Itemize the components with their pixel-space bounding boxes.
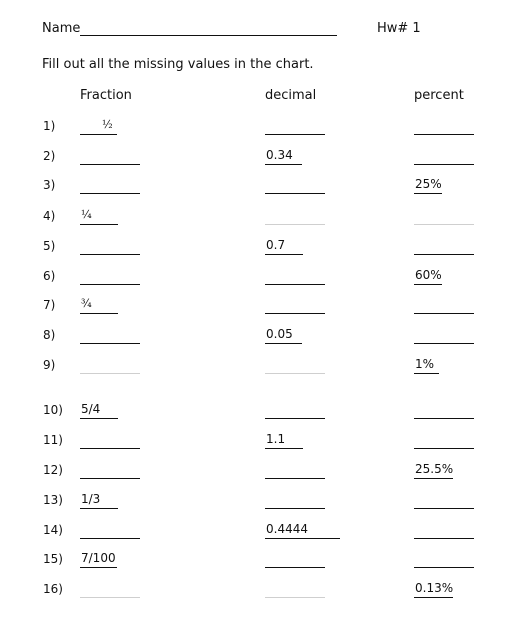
- row-number: 4): [43, 209, 56, 223]
- percent-value: 1%: [414, 357, 439, 374]
- fraction-answer-blank[interactable]: [80, 148, 140, 165]
- fraction-answer-blank[interactable]: [80, 327, 140, 344]
- column-header-percent: percent: [414, 88, 464, 103]
- decimal-answer-blank[interactable]: [265, 551, 325, 568]
- decimal-value: 0.7: [265, 238, 303, 255]
- row-number: 13): [43, 493, 63, 507]
- decimal-answer-blank[interactable]: [265, 357, 325, 374]
- row-number: 5): [43, 239, 56, 253]
- percent-answer-blank[interactable]: [414, 118, 474, 135]
- decimal-answer-blank[interactable]: [265, 268, 325, 285]
- fraction-value: ¼: [80, 208, 118, 225]
- row-number: 10): [43, 403, 63, 417]
- column-header-decimal: decimal: [265, 88, 317, 103]
- fraction-value: 1/3: [80, 492, 118, 509]
- row-number: 2): [43, 149, 56, 163]
- percent-answer-blank[interactable]: [414, 402, 474, 419]
- row-number: 8): [43, 328, 56, 342]
- percent-value: 0.13%: [414, 581, 453, 598]
- decimal-value: 0.05: [265, 327, 302, 344]
- decimal-value: 0.34: [265, 148, 302, 165]
- percent-value: 60%: [414, 268, 442, 285]
- name-label: Name: [42, 21, 81, 36]
- percent-answer-blank[interactable]: [414, 297, 474, 314]
- fraction-answer-blank[interactable]: [80, 581, 140, 598]
- row-number: 11): [43, 433, 63, 447]
- row-number: 1): [43, 119, 56, 133]
- column-header-fraction: Fraction: [80, 88, 132, 103]
- fraction-value: 5/4: [80, 402, 118, 419]
- row-number: 12): [43, 463, 63, 477]
- decimal-value: 0.4444: [265, 522, 340, 539]
- decimal-answer-blank[interactable]: [265, 402, 325, 419]
- row-number: 3): [43, 178, 56, 192]
- decimal-answer-blank[interactable]: [265, 118, 325, 135]
- homework-number: Hw# 1: [377, 21, 421, 36]
- fraction-answer-blank[interactable]: [80, 432, 140, 449]
- row-number: 9): [43, 358, 56, 372]
- percent-answer-blank[interactable]: [414, 148, 474, 165]
- percent-answer-blank[interactable]: [414, 238, 474, 255]
- fraction-answer-blank[interactable]: [80, 522, 140, 539]
- fraction-answer-blank[interactable]: [80, 357, 140, 374]
- decimal-value: 1.1: [265, 432, 303, 449]
- instructions: Fill out all the missing values in the chart.: [42, 57, 314, 72]
- percent-answer-blank[interactable]: [414, 551, 474, 568]
- decimal-answer-blank[interactable]: [265, 177, 325, 194]
- decimal-answer-blank[interactable]: [265, 492, 325, 509]
- percent-value: 25.5%: [414, 462, 453, 479]
- row-number: 14): [43, 523, 63, 537]
- fraction-value: ¾: [80, 297, 118, 314]
- percent-answer-blank[interactable]: [414, 522, 474, 539]
- fraction-value: 7/100: [80, 551, 117, 568]
- decimal-answer-blank[interactable]: [265, 208, 325, 225]
- percent-answer-blank[interactable]: [414, 327, 474, 344]
- fraction-answer-blank[interactable]: [80, 177, 140, 194]
- decimal-answer-blank[interactable]: [265, 581, 325, 598]
- row-number: 15): [43, 552, 63, 566]
- decimal-answer-blank[interactable]: [265, 297, 325, 314]
- fraction-value: ½: [80, 118, 117, 135]
- percent-value: 25%: [414, 177, 442, 194]
- name-blank-line[interactable]: [80, 35, 337, 36]
- percent-answer-blank[interactable]: [414, 432, 474, 449]
- fraction-answer-blank[interactable]: [80, 462, 140, 479]
- percent-answer-blank[interactable]: [414, 492, 474, 509]
- percent-answer-blank[interactable]: [414, 208, 474, 225]
- row-number: 6): [43, 269, 56, 283]
- row-number: 7): [43, 298, 56, 312]
- fraction-answer-blank[interactable]: [80, 268, 140, 285]
- decimal-answer-blank[interactable]: [265, 462, 325, 479]
- row-number: 16): [43, 582, 63, 596]
- fraction-answer-blank[interactable]: [80, 238, 140, 255]
